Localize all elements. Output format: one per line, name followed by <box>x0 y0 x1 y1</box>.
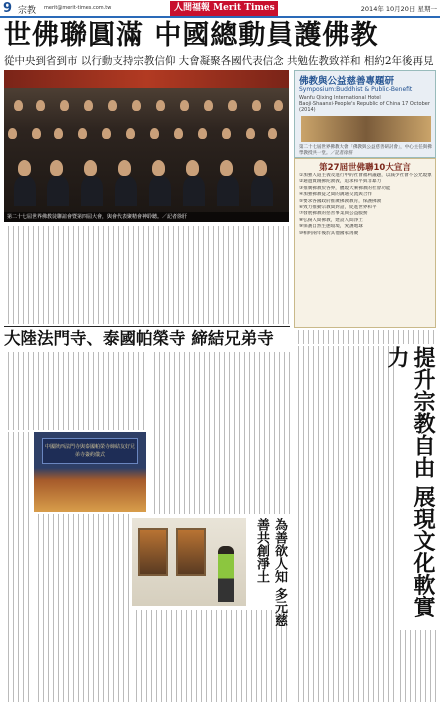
declaration-box <box>294 158 436 328</box>
declaration-list <box>299 173 433 237</box>
symposium-subtitle: Symposium:Buddhist & Public-Benefit <box>299 86 413 93</box>
exhibition-photo <box>132 518 246 606</box>
stage-banner <box>4 70 289 88</box>
feature3-headline: 為善欲人知 多元慈善共創淨土 <box>254 518 287 627</box>
section-label: 宗教 <box>18 6 37 16</box>
body-text-columns-left-lower <box>4 432 32 702</box>
page-number: 9 <box>3 1 13 16</box>
declaration-item: ⑨保護自然生態環境，愛護地球 <box>299 224 363 230</box>
symposium-note: Wanfu Qixing International Hotel Baoji·Shaanxi·People's Republic of China 17 October (2014) <box>299 95 430 113</box>
side-feature-headline: 提升宗教自由 展現文化軟實力 <box>384 346 436 618</box>
symposium-photo-caption: 第二十七屆世界佛教大會「佛教與公益慈善研討會」，中心主任與佛學教授共一堂。／記者徐肝 <box>299 145 432 156</box>
declaration-item: ②通過實踐佛陀教義，追求和平與非暴力 <box>299 179 382 185</box>
main-photo-caption: 第二十七屆世界佛教徒聯誼會暨第四屆大會，與會代表聚精會神聆聽。／記者徐肝 <box>4 212 289 222</box>
body-text-columns-top <box>4 226 290 324</box>
declaration-item: ③推廣佛教於各界，體現大乘佛教的社會功能 <box>299 185 391 191</box>
main-subheadline: 從中央到省到市 以行動支持宗教信仰 大會凝聚各國代表信念 共勉佐教致祥和 相約2年後再見 <box>4 55 434 67</box>
article2-headline: 大陸法門寺、泰國帕榮寺 締結兄弟寺 <box>4 329 274 348</box>
main-headline: 世佛聯圓滿 中國總動員護佛教 <box>4 20 379 51</box>
body-text-columns-right <box>294 346 394 702</box>
masthead-url: merit@merit-times.com.tw <box>44 5 112 11</box>
symposium-title: 佛教與公益慈善專題研 <box>299 76 395 87</box>
declaration-item: ⑧弘揚人間佛教，建設人間淨土 <box>299 217 363 223</box>
declaration-title: 第27屆世佛聯10大宣言 <box>319 163 411 173</box>
body-text-columns-left <box>4 352 148 430</box>
declaration-item: ⑥致力推動宗教間對話，促進世界和平 <box>299 205 377 211</box>
declaration-item: ⑤要求各國政府推廣佛教教育，保護佛教 <box>299 198 382 204</box>
declaration-item: ④加強佛教徒之間的溝通交流與合作 <box>299 192 373 198</box>
symposium-photo <box>301 116 431 142</box>
declaration-item: ⑦發展佛教的慈善事業與公益服務 <box>299 211 368 217</box>
ceremony-banner: 中國陝西法門寺與泰國帕榮寺締結友好兄弟寺簽約儀式 <box>42 438 138 464</box>
painting-frame <box>176 528 206 576</box>
declaration-item: ⑩相約兩年後於其他國家再聚 <box>299 230 359 236</box>
body-text-columns-right-top <box>294 330 436 344</box>
body-text-columns-center <box>150 352 290 514</box>
masthead <box>0 0 440 18</box>
section-divider <box>4 326 290 327</box>
signing-ceremony-photo <box>34 432 146 512</box>
body-text-columns-right-lower <box>396 630 436 702</box>
visitor-figure <box>218 546 234 602</box>
body-text-columns-mid <box>34 514 130 702</box>
issue-date: 2014年 10月20日 星期一 <box>360 5 437 13</box>
main-photo <box>4 70 289 222</box>
symposium-box <box>294 70 436 158</box>
painting-frame <box>138 528 168 576</box>
newspaper-logo: 人間福報 Merit Times <box>170 1 278 16</box>
declaration-item: ①加強人道主義及進行中的社會福利議題，以減少社會不公允現象 <box>299 173 432 178</box>
